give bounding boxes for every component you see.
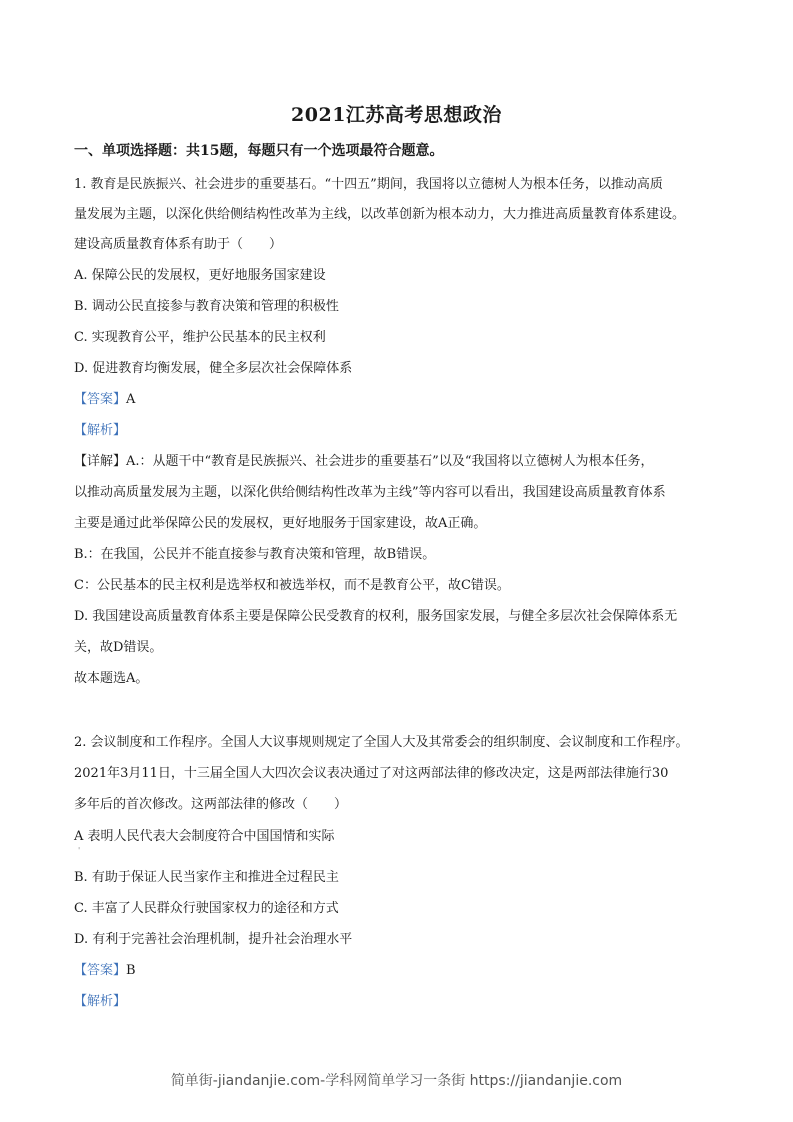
q2-option-d: D. 有利于完善社会治理机制，提升社会治理水平 xyxy=(74,932,353,947)
answer-tag: 【答案】 xyxy=(74,963,127,978)
q1-stem-line-3: 建设高质量教育体系有助于（ ） xyxy=(74,237,283,252)
q1-detail-line-5: C：公民基本的民主权利是选举权和被选举权，而不是教育公平，故C错误。 xyxy=(74,578,510,593)
q1-answer xyxy=(74,391,135,409)
q2-analysis-tag: 【解析】 xyxy=(74,994,127,1009)
section-heading: 一、单项选择题：共15题，每题只有一个选项最符合题意。 xyxy=(74,143,444,159)
q1-stem-line-2: 量发展为主题，以深化供给侧结构性改革为主线，以改革创新为根本动力，大力推进高质量教育体系建设。 xyxy=(74,207,686,222)
q2-answer xyxy=(74,962,136,980)
q1-detail-line-1 xyxy=(74,453,653,471)
q1-analysis-tag: 【解析】 xyxy=(74,423,127,438)
q1-detail-line-3: 主要是通过此举保障公民的发展权，更好地服务于国家建设，故A正确。 xyxy=(74,516,487,531)
page-title: 2021江苏高考思想政治 xyxy=(291,104,502,126)
q1-option-a: A. 保障公民的发展权，更好地服务国家建设 xyxy=(74,268,326,283)
q1-detail-line-8: 故本题选A。 xyxy=(74,671,149,686)
detail-tag: 【详解】 xyxy=(74,454,127,469)
q1-detail-line-7: 关，故D错误。 xyxy=(74,640,163,655)
q1-option-b: B. 调动公民直接参与教育决策和管理的积极性 xyxy=(74,299,339,314)
answer-tag: 【答案】 xyxy=(74,392,127,407)
q2-option-a: A 表明人民代表大会制度符合中国国情和实际 xyxy=(74,829,335,844)
q2-stem-line-3: 多年后的首次修改。这两部法律的修改（ ） xyxy=(74,797,348,812)
q1-option-d: D. 促进教育均衡发展，健全多层次社会保障体系 xyxy=(74,361,353,376)
answer-value: B xyxy=(126,963,136,978)
footer-watermark-link[interactable]: 简单街-jiandanjie.com-学科网简单学习一条街 https://jiandanjie.com xyxy=(170,1073,623,1089)
q1-detail-line-4: B.：在我国，公民并不能直接参与教育决策和管理，故B错误。 xyxy=(74,547,436,562)
answer-value: A xyxy=(126,392,136,407)
q2-option-c: C. 丰富了人民群众行驶国家权力的途径和方式 xyxy=(74,901,339,916)
q2-option-b: B. 有助于保证人民当家作主和推进全过程民主 xyxy=(74,870,339,885)
q2-stem-line-2: 2021年3月11日，十三届全国人大四次会议表决通过了对这两部法律的修改决定，这是两部法律施行30 xyxy=(74,766,669,781)
detail-text: A.：从题干中“教育是民族振兴、社会进步的重要基石”以及“我国将以立德树人为根本任务， xyxy=(126,454,654,469)
q2-stem-line-1: 2. 会议制度和工作程序。全国人大议事规则规定了全国人大及其常委会的组织制度、会议制度和工作程序。 xyxy=(74,735,689,750)
stray-mark: ' xyxy=(78,846,81,855)
q1-stem-line-1: 1. 教育是民族振兴、社会进步的重要基石。“十四五”期间，我国将以立德树人为根本任务，以推动高质 xyxy=(74,177,663,192)
q1-detail-line-6: D. 我国建设高质量教育体系主要是保障公民受教育的权利，服务国家发展，与健全多层次社会保障体系无 xyxy=(74,609,678,624)
q1-detail-line-2: 以推动高质量发展为主题，以深化供给侧结构性改革为主线”等内容可以看出，我国建设高质量教育体系 xyxy=(74,485,666,500)
q1-option-c: C. 实现教育公平，维护公民基本的民主权利 xyxy=(74,330,326,345)
